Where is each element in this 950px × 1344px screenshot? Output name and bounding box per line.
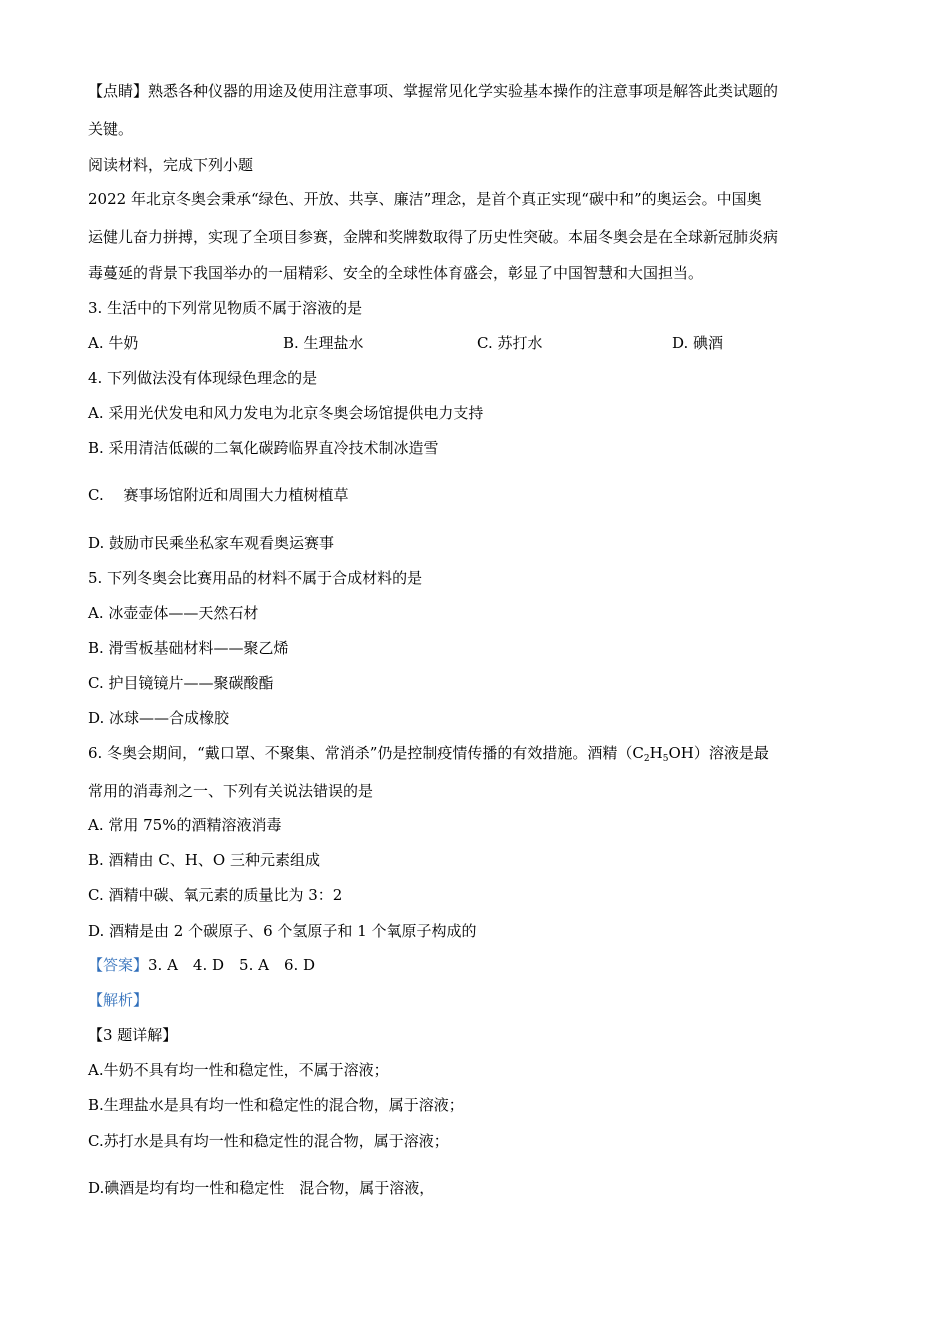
- question-5-option-a: A. 冰壶壶体——天然石材: [88, 604, 259, 622]
- question-6-option-b: B. 酒精由 C、H、O 三种元素组成: [88, 851, 320, 869]
- question-4-stem: 4. 下列做法没有体现绿色理念的是: [88, 369, 318, 387]
- detail-3-c: C.苏打水是具有均一性和稳定性的混合物，属于溶液；: [88, 1132, 449, 1150]
- question-3-option-d: D. 碘酒: [672, 334, 724, 352]
- question-6-option-d: D. 酒精是由 2 个碳原子、6 个氢原子和 1 个氧原子构成的: [88, 922, 477, 940]
- analysis-label: 【解析】: [88, 991, 149, 1009]
- question-3-option-b: B. 生理盐水: [283, 334, 364, 352]
- detail-3-a: A.牛奶不具有均一性和稳定性，不属于溶液；: [88, 1061, 389, 1079]
- formula-subscript-2: 2: [643, 754, 650, 764]
- question-5-option-d: D. 冰球——合成橡胶: [88, 709, 230, 727]
- answer-label: 【答案】: [88, 956, 149, 974]
- reading-intro: 阅读材料，完成下列小题: [88, 156, 254, 174]
- question-3-option-a: A. 牛奶: [88, 334, 139, 352]
- question-4-option-a: A. 采用光伏发电和风力发电为北京冬奥会场馆提供电力支持: [88, 404, 484, 422]
- tip-line-2: 关键。: [88, 120, 134, 138]
- question-5-option-c: C. 护目镜镜片——聚碳酸酯: [88, 674, 274, 692]
- question-6-option-c: C. 酒精中碳、氧元素的质量比为 3：2: [88, 886, 343, 904]
- passage-line-2: 运健儿奋力拼搏，实现了全项目参赛，金牌和奖牌数取得了历史性突破。本届冬奥会是在全球新冠肺炎病: [88, 228, 779, 246]
- formula-h: H: [649, 744, 663, 762]
- question-6-stem-line-2: 常用的消毒剂之一、下列有关说法错误的是: [88, 782, 374, 800]
- question-5-option-b: B. 滑雪板基础材料——聚乙烯: [88, 639, 289, 657]
- question-4-option-d: D. 鼓励市民乘坐私家车观看奥运赛事: [88, 534, 335, 552]
- answer-text: 3. A 4. D 5. A 6. D: [148, 956, 316, 974]
- detail-3-d: D.碘酒是均有均一性和稳定性 混合物，属于溶液，: [88, 1179, 435, 1197]
- question-4-option-c: C. 赛事场馆附近和周围大力植树植草: [88, 486, 349, 504]
- question-3-stem: 3. 生活中的下列常见物质不属于溶液的是: [88, 299, 363, 317]
- formula-subscript-5: 5: [662, 754, 669, 764]
- question-6-stem-line-1: [88, 743, 769, 769]
- tip-line-1: 【点睛】熟悉各种仪器的用途及使用注意事项、掌握常见化学实验基本操作的注意事项是解答此类试题的: [88, 82, 779, 100]
- answer-line: [88, 955, 315, 975]
- question-5-stem: 5. 下列冬奥会比赛用品的材料不属于合成材料的是: [88, 569, 423, 587]
- question-3-option-c: C. 苏打水: [477, 334, 543, 352]
- question-6-stem-post: OH）溶液是最: [668, 744, 769, 762]
- detail-3-title: 【3 题详解】: [88, 1026, 178, 1044]
- passage-line-1: 2022 年北京冬奥会秉承“绿色、开放、共享、廉洁”理念，是首个真正实现“碳中和”的奥运会。中国奥: [88, 190, 762, 208]
- passage-line-3: 毒蔓延的背景下我国举办的一届精彩、安全的全球性体育盛会，彰显了中国智慧和大国担当。: [88, 264, 704, 282]
- question-6-option-a: A. 常用 75%的酒精溶液消毒: [88, 816, 282, 834]
- detail-3-b: B.生理盐水是具有均一性和稳定性的混合物，属于溶液；: [88, 1096, 464, 1114]
- question-4-option-b: B. 采用清洁低碳的二氧化碳跨临界直冷技术制冰造雪: [88, 439, 439, 457]
- question-6-stem-pre: 6. 冬奥会期间，“戴口罩、不聚集、常消杀”仍是控制疫情传播的有效措施。酒精（C: [88, 744, 644, 762]
